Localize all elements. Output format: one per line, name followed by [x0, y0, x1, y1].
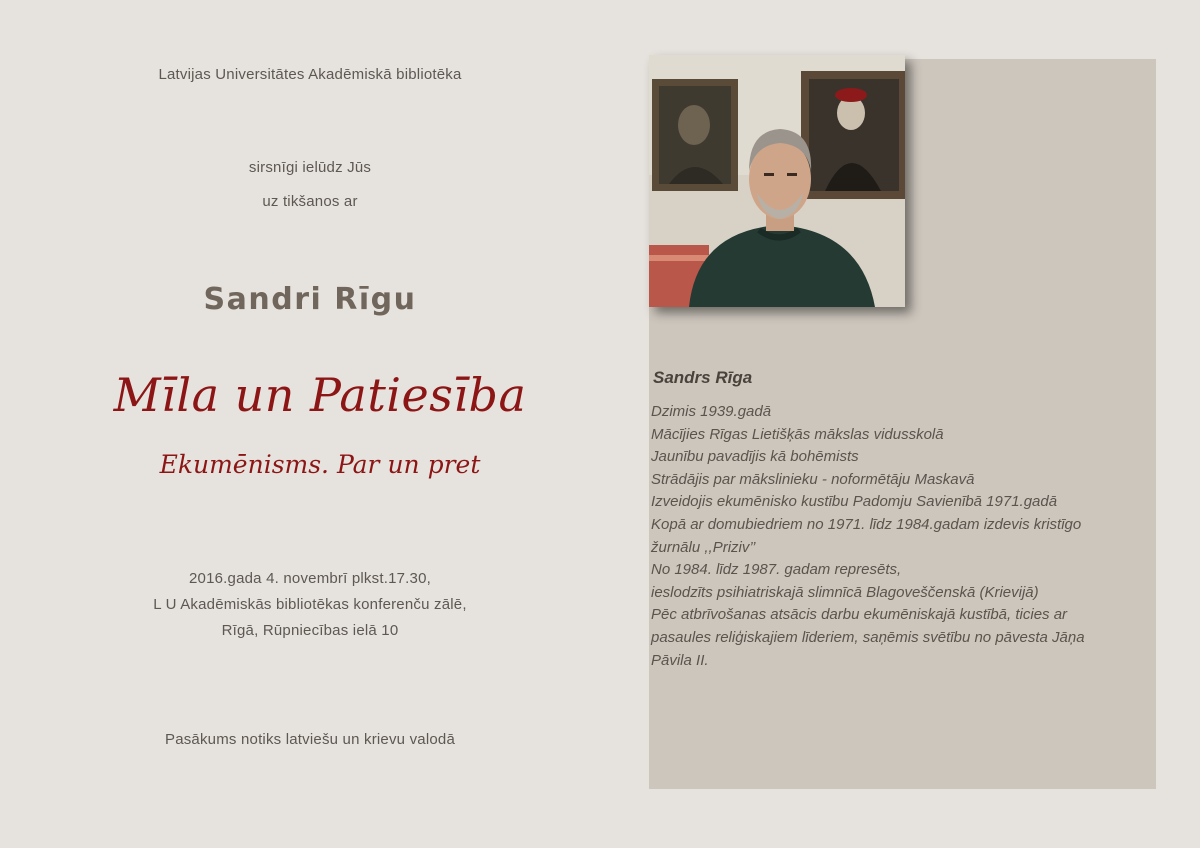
bio-line: No 1984. līdz 1987. gadam represēts, — [651, 561, 902, 579]
event-subtitle: Ekumēnisms. Par un pret — [159, 450, 481, 479]
event-title: Mīla un Patiesība — [113, 368, 527, 422]
event-address: Rīgā, Rūpniecības ielā 10 — [221, 622, 399, 639]
bio-line: Kopā ar domubiedriem no 1971. līdz 1984.gadam izdevis kristīgo — [651, 515, 1082, 533]
portrait-illustration — [649, 55, 905, 307]
bio-line: žurnālu ,,Priziv’’ — [651, 538, 756, 556]
event-venue: L U Akadēmiskās bibliotēkas konferenču zālē, — [153, 596, 467, 613]
event-details — [0, 566, 620, 644]
bio-line: pasaules reliģiskajiem līderiem, saņēmis svētību no pāvesta Jāņa — [651, 628, 1085, 646]
bio-line: Izveidojis ekumēnisko kustību Padomju Savienībā 1971.gadā — [651, 493, 1058, 511]
bio-line: Pāvila II. — [651, 651, 709, 669]
guest-name: Sandri Rīgu — [203, 282, 417, 317]
invite-line-2: uz tikšanos ar — [262, 193, 358, 210]
language-note: Pasākums notiks latviešu un krievu valodā — [164, 731, 455, 748]
bio-name: Sandrs Rīga — [653, 368, 753, 387]
event-date-time: 2016.gada 4. novembrī plkst.17.30, — [189, 570, 431, 587]
bio-line: Jaunību pavadījis kā bohēmists — [651, 448, 859, 466]
bio-line: Pēc atbrīvošanas atsācis darbu ekumēniskajā kustībā, ticies ar — [651, 606, 1068, 624]
bio-line: Strādājis par mākslinieku - noformētāju Maskavā — [651, 470, 975, 488]
organization-name: Latvijas Universitātes Akadēmiskā bibliotēka — [158, 66, 462, 83]
bio-line: ieslodzīts psihiatriskajā slimnīcā Blagoveščenskā (Krievijā) — [651, 583, 1039, 601]
invite-line-1: sirsnīgi ielūdz Jūs — [248, 159, 372, 176]
bio-line: Dzimis 1939.gadā — [651, 403, 772, 420]
bio-list — [651, 401, 1151, 672]
portrait-photo — [649, 55, 905, 307]
bio-line: Mācījies Rīgas Lietišķās mākslas vidusskolā — [651, 425, 944, 443]
